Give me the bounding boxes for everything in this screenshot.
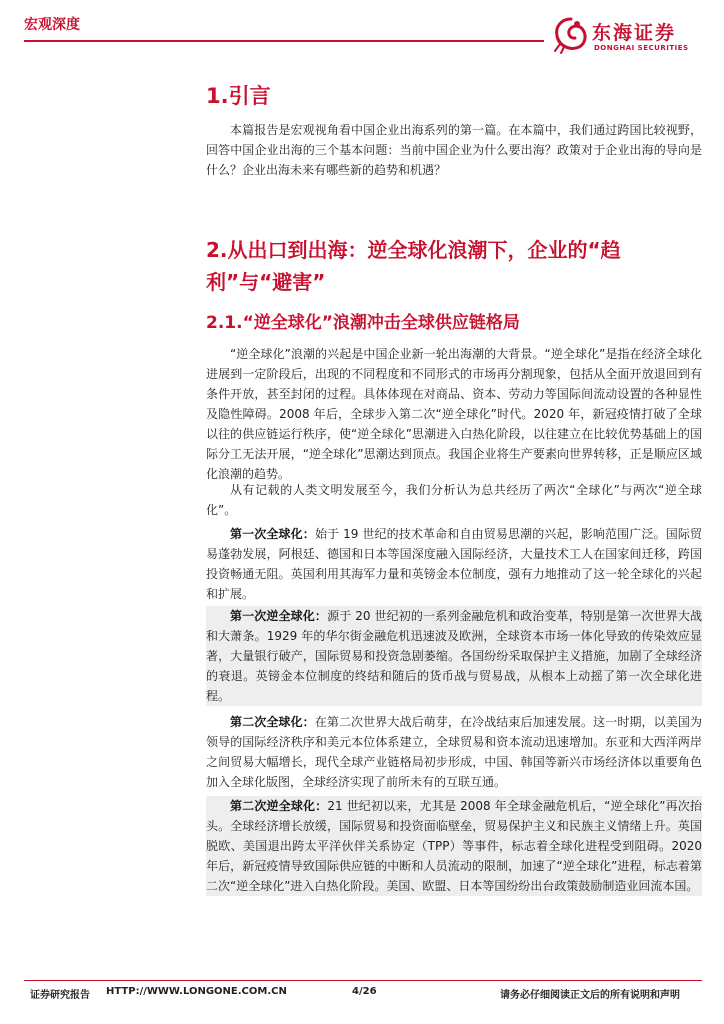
company-logo <box>552 14 702 58</box>
item-text: 21 世纪初以来，尤其是 2008 年全球金融危机后，“逆全球化”再次抬头。全球经济增长放缓，国际贸易和投资面临壁垒，贸易保护主义和民族主义情绪上升。英国脱欧、美国退出跨太平洋伙伴关系协定（TPP）等事件，标志着全球化进程受到阻碍。2020 年后，新冠疫情导致国际供应链的中断和人员流动的限制，加速了“逆全球化”进程，标志着第二次“逆全球化”进入白热化阶段。美国、欧盟、日本等国纷纷出台政策鼓励制造业回流本国。 <box>206 799 702 893</box>
first-globalization <box>206 524 702 604</box>
history-summary: 从有记载的人类文明发展至今，我们分析认为总共经历了两次“全球化”与两次“逆全球化”。 <box>206 483 702 517</box>
page-number: 4/26 <box>352 986 377 997</box>
footer-report-type: 证券研究报告 <box>30 990 90 1001</box>
second-deglobalization <box>206 796 702 896</box>
item-term: 第二次全球化： <box>230 715 315 729</box>
header-rule <box>24 40 544 42</box>
item-term: 第一次全球化： <box>230 527 315 541</box>
item-text: 始于 19 世纪的技术革命和自由贸易思潮的兴起，影响范围广泛。国际贸易蓬勃发展，阿根廷、德国和日本等国深度融入国际经济，大量技术工人在国家间迁移，跨国投资畅通无阻。英国利用其海军力量和英镑金本位制度，强有力地推动了这一轮全球化的兴起和扩展。 <box>206 527 702 601</box>
first-deglobalization <box>206 606 702 706</box>
logo-chinese-name: 东海证券 <box>592 22 677 44</box>
logo-english-name: DONGHAI SECURITIES <box>594 44 689 52</box>
item-term: 第二次逆全球化： <box>230 799 328 813</box>
second-globalization <box>206 712 702 792</box>
section2-1-heading: 2.1.“逆全球化”浪潮冲击全球供应链格局 <box>206 313 520 333</box>
footer-disclaimer: 请务必仔细阅读正文后的所有说明和声明 <box>500 990 680 1001</box>
footer-rule <box>24 980 702 981</box>
item-term: 第一次逆全球化： <box>230 609 328 623</box>
section2-heading: 2.从出口到出海：逆全球化浪潮下，企业的“趋利”与“避害” <box>206 238 621 294</box>
section-tag: 宏观深度 <box>24 17 80 33</box>
footer-url[interactable]: HTTP://WWW.LONGONE.COM.CN <box>106 986 287 997</box>
item-text: 在第二次世界大战后萌芽，在冷战结束后加速发展。这一时期，以美国为领导的国际经济秩序和美元本位体系建立，全球贸易和资本流动迅速增加。东亚和大西洋两岸之间贸易大幅增长，现代全球产业链格局初步形成，中国、韩国等新兴市场经济体以重要角色加入全球化版图，全球经济实现了前所未有的互联互通。 <box>206 715 702 789</box>
item-text: 源于 20 世纪初的一系列金融危机和政治变革，特别是第一次世界大战和大萧条。1929 年的华尔街金融危机迅速波及欧洲，全球资本市场一体化导致的传染效应显著，大量银行破产，国际贸易和投资急剧萎缩。各国纷纷采取保护主义措施，加剧了全球经济的衰退。英镑金本位制度的终结和随后的货币战与贸易战，从根本上动摇了第一次全球化进程。 <box>206 609 702 703</box>
section1-body: 本篇报告是宏观视角看中国企业出海系列的第一篇。在本篇中，我们通过跨国比较视野，回答中国企业出海的三个基本问题：当前中国企业为什么要出海？政策对于企业出海的导向是什么？企业出海未来有哪些新的趋势和机遇？ <box>206 123 702 177</box>
section2-intro: “逆全球化”浪潮的兴起是中国企业新一轮出海潮的大背景。“逆全球化”是指在经济全球化进展到一定阶段后，出现的不同程度和不同形式的市场再分割现象，包括从全面开放退回到有条件开放，甚至封闭的过程。具体体现在对商品、资本、劳动力等国际间流动设置的各种显性及隐性障碍。2008 年后，全球步入第二次“逆全球化”时代。2020 年，新冠疫情打破了全球以往的供应链运行秩序，使“逆全球化”思潮进入白热化阶段，以往建立在比较优势基础上的国际分工无法开展，“逆全球化”思潮达到顶点。我国企业将生产要素向世界转移，正是顺应区域化浪潮的趋势。 <box>206 347 702 481</box>
dragon-emblem-icon <box>552 16 590 54</box>
section1-heading: 1.引言 <box>206 84 271 108</box>
